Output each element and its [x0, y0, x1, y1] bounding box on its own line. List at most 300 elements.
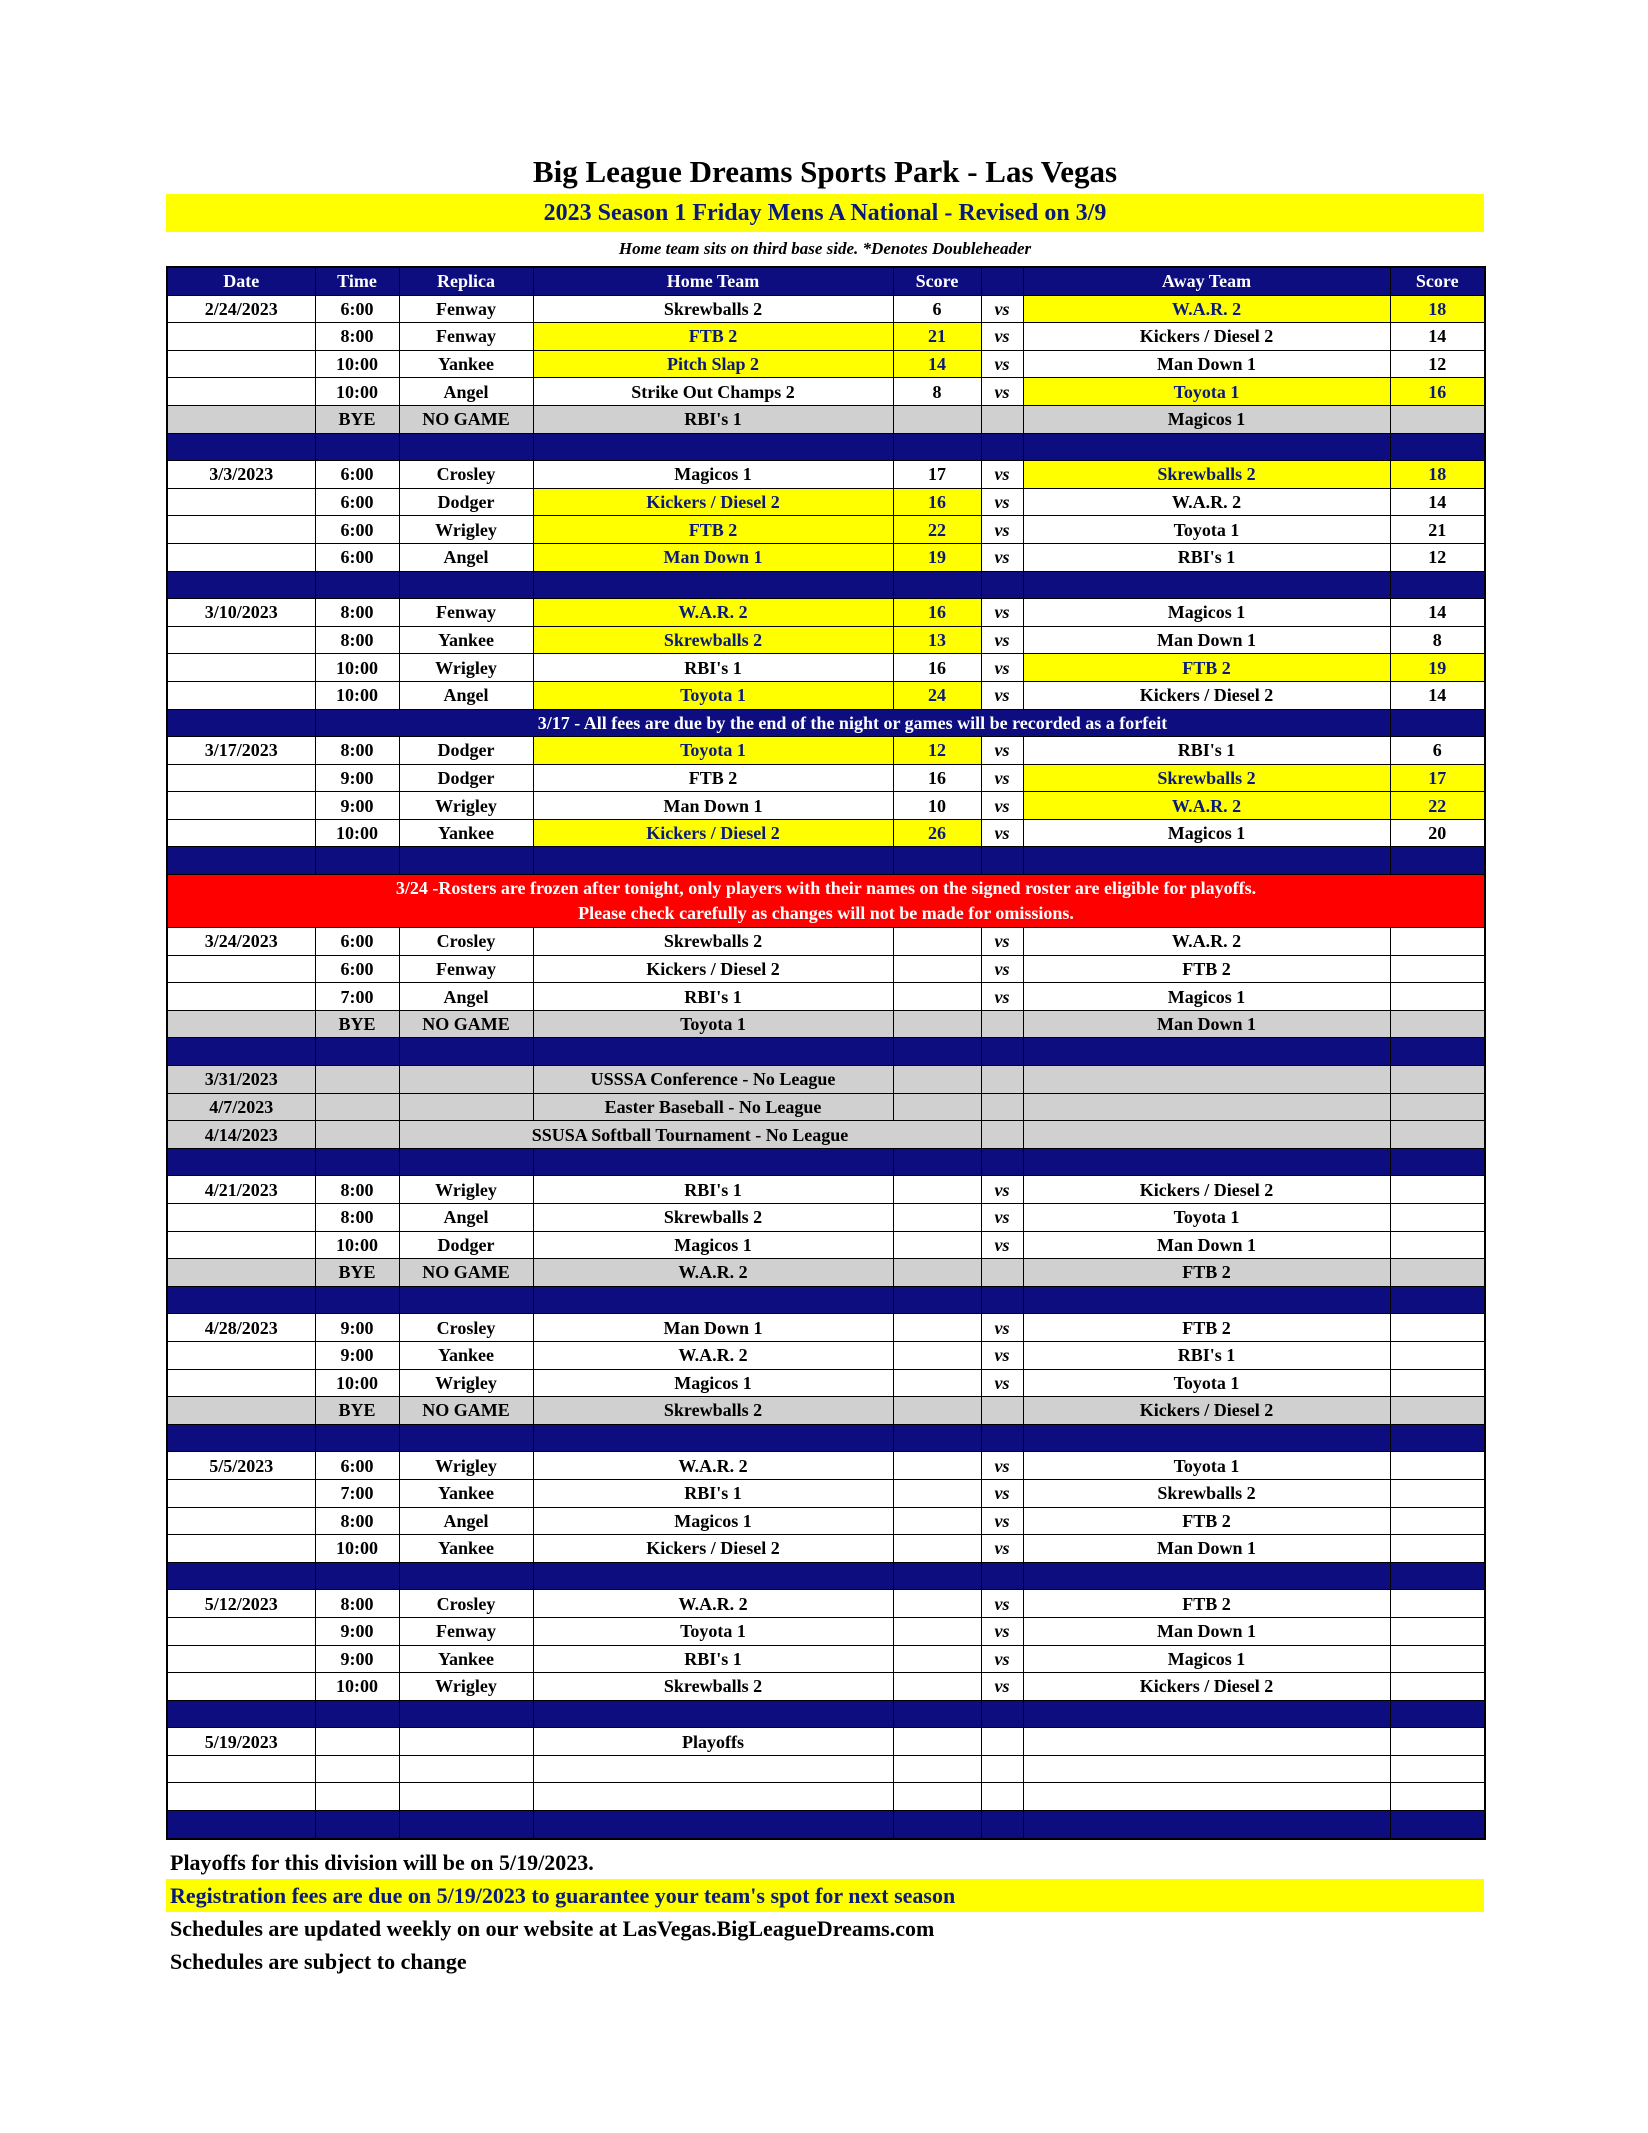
- time-cell: 6:00: [315, 543, 399, 571]
- home-team-cell: Skrewballs 2: [533, 295, 893, 323]
- away-score-cell: [1390, 1535, 1485, 1563]
- date-cell: [167, 350, 315, 378]
- vs-cell: vs: [981, 1204, 1023, 1232]
- home-team-cell: RBI's 1: [533, 654, 893, 682]
- separator-cell: [981, 1424, 1023, 1452]
- home-score-cell: [893, 1259, 981, 1287]
- time-cell: 6:00: [315, 928, 399, 956]
- date-cell: 4/21/2023: [167, 1176, 315, 1204]
- separator-cell: [981, 1148, 1023, 1176]
- vs-cell: [981, 1259, 1023, 1287]
- separator-cell: [399, 1562, 533, 1590]
- bye-row: [167, 1010, 1485, 1038]
- field-cell: Wrigley: [399, 1673, 533, 1701]
- vs-cell: vs: [981, 488, 1023, 516]
- away-team-cell: Magicos 1: [1023, 1645, 1390, 1673]
- game-row: [167, 543, 1485, 571]
- away-team-cell: RBI's 1: [1023, 543, 1390, 571]
- page-title: Big League Dreams Sports Park - Las Vegas: [532, 154, 1118, 189]
- date-cell: 4/7/2023: [167, 1093, 315, 1121]
- game-row: [167, 1673, 1485, 1701]
- time-cell: BYE: [315, 1259, 399, 1287]
- away-team-cell: [1023, 1093, 1390, 1121]
- blank-cell: [1023, 1755, 1390, 1783]
- time-cell: 8:00: [315, 1176, 399, 1204]
- separator-cell: [167, 571, 315, 599]
- home-score-cell: [893, 1452, 981, 1480]
- game-row: [167, 1176, 1485, 1204]
- separator-cell: [893, 571, 981, 599]
- separator-cell: [399, 1424, 533, 1452]
- away-team-cell: Kickers / Diesel 2: [1023, 323, 1390, 351]
- field-cell: Crosley: [399, 1314, 533, 1342]
- footer-notes: [166, 1846, 1484, 1978]
- separator-row: [167, 1424, 1485, 1452]
- game-row: [167, 350, 1485, 378]
- away-team-cell: Toyota 1: [1023, 516, 1390, 544]
- home-score-cell: 13: [893, 626, 981, 654]
- away-score-cell: [1390, 1479, 1485, 1507]
- game-row: [167, 1231, 1485, 1259]
- field-cell: Angel: [399, 983, 533, 1011]
- blank-cell: [1023, 1783, 1390, 1811]
- separator-cell: [981, 1811, 1023, 1839]
- home-score-cell: [893, 1010, 981, 1038]
- vs-cell: vs: [981, 1369, 1023, 1397]
- away-score-cell: 21: [1390, 516, 1485, 544]
- home-team-cell: Skrewballs 2: [533, 1204, 893, 1232]
- no-league-text: SSUSA Softball Tournament - No League: [399, 1121, 981, 1149]
- separator-cell: [893, 1700, 981, 1728]
- vs-cell: vs: [981, 1231, 1023, 1259]
- home-score-cell: [893, 1176, 981, 1204]
- field-cell: Angel: [399, 1204, 533, 1232]
- header-vs: [981, 267, 1023, 295]
- time-cell: 10:00: [315, 654, 399, 682]
- game-row: [167, 1479, 1485, 1507]
- bye-row: [167, 1259, 1485, 1287]
- separator-cell: [1390, 1148, 1485, 1176]
- no-league-row: [167, 1093, 1485, 1121]
- separator-cell: [315, 571, 399, 599]
- home-score-cell: 19: [893, 543, 981, 571]
- date-cell: [167, 819, 315, 847]
- bye-row: [167, 1397, 1485, 1425]
- separator-cell: [315, 1700, 399, 1728]
- roster-alert-line1: 3/24 -Rosters are frozen after tonight, only players with their names on the signed roster are eligible for playoffs.: [395, 878, 1257, 899]
- away-team-cell: Skrewballs 2: [1023, 764, 1390, 792]
- separator-row: [167, 1811, 1485, 1839]
- field-cell: Angel: [399, 1507, 533, 1535]
- date-cell: [167, 1397, 315, 1425]
- home-score-cell: [893, 1673, 981, 1701]
- vs-cell: vs: [981, 764, 1023, 792]
- separator-cell: [399, 433, 533, 461]
- time-cell: BYE: [315, 405, 399, 433]
- away-team-cell: Man Down 1: [1023, 1010, 1390, 1038]
- time-cell: 6:00: [315, 461, 399, 489]
- away-team-cell: Man Down 1: [1023, 1535, 1390, 1563]
- date-cell: 3/17/2023: [167, 737, 315, 765]
- vs-cell: [981, 1728, 1023, 1756]
- home-score-cell: 16: [893, 654, 981, 682]
- date-cell: [167, 764, 315, 792]
- vs-cell: vs: [981, 1341, 1023, 1369]
- away-team-cell: FTB 2: [1023, 1259, 1390, 1287]
- time-cell: 8:00: [315, 599, 399, 627]
- separator-cell: [1023, 1148, 1390, 1176]
- blank-cell: [399, 1783, 533, 1811]
- date-cell: [167, 1204, 315, 1232]
- field-cell: [399, 1093, 533, 1121]
- away-score-cell: 17: [1390, 764, 1485, 792]
- game-row: [167, 295, 1485, 323]
- game-row: [167, 819, 1485, 847]
- separator-cell: [315, 1811, 399, 1839]
- separator-cell: [399, 1148, 533, 1176]
- home-team-cell: Skrewballs 2: [533, 1397, 893, 1425]
- blank-cell: [1390, 1755, 1485, 1783]
- header-away-team: Away Team: [1023, 267, 1390, 295]
- home-score-cell: [893, 983, 981, 1011]
- away-team-cell: Man Down 1: [1023, 1617, 1390, 1645]
- home-score-cell: 16: [893, 488, 981, 516]
- away-score-cell: 16: [1390, 378, 1485, 406]
- separator-cell: [533, 1038, 893, 1066]
- separator-cell: [1390, 847, 1485, 875]
- separator-cell: [167, 1562, 315, 1590]
- fees-notice: 3/17 - All fees are due by the end of the night or games will be recorded as a forfeit: [315, 709, 1390, 737]
- header-away-score: Score: [1390, 267, 1485, 295]
- vs-cell: [981, 1093, 1023, 1121]
- game-row: [167, 488, 1485, 516]
- separator-cell: [1023, 1811, 1390, 1839]
- home-score-cell: 10: [893, 792, 981, 820]
- separator-cell: [1390, 433, 1485, 461]
- home-team-cell: W.A.R. 2: [533, 1259, 893, 1287]
- separator-cell: [315, 1038, 399, 1066]
- time-cell: 10:00: [315, 681, 399, 709]
- away-score-cell: [1390, 983, 1485, 1011]
- separator-row: [167, 433, 1485, 461]
- date-cell: [167, 1535, 315, 1563]
- vs-cell: vs: [981, 461, 1023, 489]
- away-score-cell: 19: [1390, 654, 1485, 682]
- home-team-cell: Toyota 1: [533, 737, 893, 765]
- away-team-cell: Man Down 1: [1023, 350, 1390, 378]
- home-team-cell: Skrewballs 2: [533, 626, 893, 654]
- field-cell: Yankee: [399, 350, 533, 378]
- away-score-cell: [1390, 1259, 1485, 1287]
- date-cell: 5/19/2023: [167, 1728, 315, 1756]
- date-cell: 3/3/2023: [167, 461, 315, 489]
- time-cell: [315, 1093, 399, 1121]
- field-cell: Dodger: [399, 1231, 533, 1259]
- vs-cell: [981, 1010, 1023, 1038]
- field-cell: Fenway: [399, 295, 533, 323]
- home-team-cell: RBI's 1: [533, 1176, 893, 1204]
- date-cell: [167, 1369, 315, 1397]
- date-cell: [167, 983, 315, 1011]
- separator-cell: [981, 1562, 1023, 1590]
- fees-notice-row: [167, 709, 1485, 737]
- separator-cell: [1023, 1562, 1390, 1590]
- vs-cell: vs: [981, 350, 1023, 378]
- separator-cell: [893, 433, 981, 461]
- field-cell: Fenway: [399, 599, 533, 627]
- separator-cell: [893, 1562, 981, 1590]
- blank-cell: [399, 1755, 533, 1783]
- separator-row: [167, 1286, 1485, 1314]
- blank-cell: [893, 1755, 981, 1783]
- home-team-cell: Pitch Slap 2: [533, 350, 893, 378]
- date-cell: [167, 1645, 315, 1673]
- separator-cell: [315, 433, 399, 461]
- away-score-cell: [1390, 1341, 1485, 1369]
- separator-cell: [1023, 847, 1390, 875]
- away-score-cell: [1390, 1204, 1485, 1232]
- time-cell: 10:00: [315, 1231, 399, 1259]
- vs-cell: vs: [981, 323, 1023, 351]
- away-team-cell: FTB 2: [1023, 654, 1390, 682]
- game-row: [167, 461, 1485, 489]
- no-league-text: USSSA Conference - No League: [533, 1066, 893, 1094]
- separator-cell: [1390, 1562, 1485, 1590]
- blank-cell: [533, 1755, 893, 1783]
- separator-cell: [167, 1286, 315, 1314]
- field-cell: Yankee: [399, 819, 533, 847]
- footer-website: Schedules are updated weekly on our website at LasVegas.BigLeagueDreams.com: [170, 1915, 935, 1941]
- notice-spacer: [167, 709, 315, 737]
- separator-row: [167, 1562, 1485, 1590]
- date-cell: 5/12/2023: [167, 1590, 315, 1618]
- field-cell: Wrigley: [399, 1452, 533, 1480]
- vs-cell: vs: [981, 1535, 1023, 1563]
- schedule-table: [166, 266, 1486, 1840]
- home-score-cell: 26: [893, 819, 981, 847]
- separator-row: [167, 1700, 1485, 1728]
- date-cell: [167, 1341, 315, 1369]
- separator-cell: [399, 1700, 533, 1728]
- home-score-cell: [893, 1617, 981, 1645]
- date-cell: [167, 681, 315, 709]
- away-score-cell: [1390, 1645, 1485, 1673]
- time-cell: BYE: [315, 1010, 399, 1038]
- vs-cell: vs: [981, 1673, 1023, 1701]
- time-cell: [315, 1066, 399, 1094]
- date-cell: 3/31/2023: [167, 1066, 315, 1094]
- footer-playoffs: Playoffs for this division will be on 5/19/2023.: [170, 1849, 594, 1875]
- time-cell: 9:00: [315, 792, 399, 820]
- blank-cell: [167, 1755, 315, 1783]
- game-row: [167, 626, 1485, 654]
- no-league-row: [167, 1121, 1485, 1149]
- time-cell: 9:00: [315, 1617, 399, 1645]
- time-cell: 8:00: [315, 737, 399, 765]
- separator-cell: [533, 847, 893, 875]
- separator-cell: [399, 1811, 533, 1839]
- home-team-cell: RBI's 1: [533, 1479, 893, 1507]
- away-team-cell: Kickers / Diesel 2: [1023, 1176, 1390, 1204]
- away-score-cell: 14: [1390, 599, 1485, 627]
- date-cell: [167, 654, 315, 682]
- time-cell: 9:00: [315, 1645, 399, 1673]
- game-row: [167, 983, 1485, 1011]
- away-team-cell: Man Down 1: [1023, 626, 1390, 654]
- blank-cell: [981, 1755, 1023, 1783]
- home-score-cell: [893, 1535, 981, 1563]
- home-score-cell: [893, 1341, 981, 1369]
- field-cell: Wrigley: [399, 792, 533, 820]
- home-score-cell: [893, 955, 981, 983]
- home-score-cell: [893, 1204, 981, 1232]
- field-cell: [399, 1728, 533, 1756]
- field-cell: Dodger: [399, 737, 533, 765]
- vs-cell: vs: [981, 1452, 1023, 1480]
- home-score-cell: 8: [893, 378, 981, 406]
- separator-cell: [1023, 433, 1390, 461]
- away-team-cell: Magicos 1: [1023, 599, 1390, 627]
- vs-cell: vs: [981, 378, 1023, 406]
- home-team-cell: Man Down 1: [533, 1314, 893, 1342]
- time-cell: 10:00: [315, 350, 399, 378]
- date-cell: [167, 378, 315, 406]
- vs-cell: vs: [981, 1617, 1023, 1645]
- time-cell: 7:00: [315, 1479, 399, 1507]
- blank-cell: [893, 1783, 981, 1811]
- separator-cell: [399, 1038, 533, 1066]
- separator-cell: [167, 1700, 315, 1728]
- date-cell: 2/24/2023: [167, 295, 315, 323]
- home-score-cell: 16: [893, 764, 981, 792]
- separator-cell: [533, 433, 893, 461]
- separator-cell: [981, 1038, 1023, 1066]
- home-team-cell: Magicos 1: [533, 1369, 893, 1397]
- roster-alert: [167, 875, 1485, 928]
- date-cell: [167, 488, 315, 516]
- away-score-cell: 6: [1390, 737, 1485, 765]
- date-cell: 5/5/2023: [167, 1452, 315, 1480]
- home-team-cell: RBI's 1: [533, 983, 893, 1011]
- away-team-cell: W.A.R. 2: [1023, 792, 1390, 820]
- away-team-cell: W.A.R. 2: [1023, 295, 1390, 323]
- away-score-cell: [1390, 1728, 1485, 1756]
- roster-alert-row: [167, 875, 1485, 928]
- vs-cell: vs: [981, 1590, 1023, 1618]
- vs-cell: vs: [981, 1479, 1023, 1507]
- vs-cell: [981, 1121, 1023, 1149]
- header-replica: Replica: [399, 267, 533, 295]
- header-time: Time: [315, 267, 399, 295]
- date-cell: 3/10/2023: [167, 599, 315, 627]
- field-cell: Yankee: [399, 1535, 533, 1563]
- game-row: [167, 737, 1485, 765]
- away-team-cell: [1023, 1728, 1390, 1756]
- field-cell: Fenway: [399, 955, 533, 983]
- separator-cell: [893, 1424, 981, 1452]
- blank-row: [167, 1755, 1485, 1783]
- time-cell: 9:00: [315, 1314, 399, 1342]
- field-cell: Crosley: [399, 461, 533, 489]
- blank-cell: [315, 1755, 399, 1783]
- separator-cell: [893, 1038, 981, 1066]
- away-team-cell: RBI's 1: [1023, 1341, 1390, 1369]
- home-score-cell: 12: [893, 737, 981, 765]
- separator-cell: [1390, 1811, 1485, 1839]
- vs-cell: vs: [981, 543, 1023, 571]
- home-score-cell: 17: [893, 461, 981, 489]
- away-team-cell: Magicos 1: [1023, 983, 1390, 1011]
- field-cell: Angel: [399, 681, 533, 709]
- home-team-cell: W.A.R. 2: [533, 1452, 893, 1480]
- home-score-cell: [893, 1231, 981, 1259]
- separator-cell: [533, 1700, 893, 1728]
- separator-row: [167, 847, 1485, 875]
- away-team-cell: Skrewballs 2: [1023, 461, 1390, 489]
- home-score-cell: 21: [893, 323, 981, 351]
- separator-cell: [315, 1148, 399, 1176]
- no-league-row: [167, 1066, 1485, 1094]
- separator-cell: [1023, 571, 1390, 599]
- home-score-cell: [893, 1397, 981, 1425]
- home-score-cell: 22: [893, 516, 981, 544]
- field-cell: Wrigley: [399, 516, 533, 544]
- vs-cell: vs: [981, 295, 1023, 323]
- away-score-cell: 12: [1390, 350, 1485, 378]
- time-cell: BYE: [315, 1397, 399, 1425]
- date-cell: [167, 1259, 315, 1287]
- home-score-cell: 14: [893, 350, 981, 378]
- time-cell: 6:00: [315, 295, 399, 323]
- home-score-cell: 6: [893, 295, 981, 323]
- away-team-cell: Toyota 1: [1023, 1452, 1390, 1480]
- away-team-cell: Kickers / Diesel 2: [1023, 1397, 1390, 1425]
- separator-row: [167, 1148, 1485, 1176]
- away-team-cell: Magicos 1: [1023, 405, 1390, 433]
- vs-cell: [981, 1066, 1023, 1094]
- away-team-cell: Kickers / Diesel 2: [1023, 681, 1390, 709]
- time-cell: 10:00: [315, 819, 399, 847]
- home-score-cell: [893, 928, 981, 956]
- blank-cell: [315, 1783, 399, 1811]
- game-row: [167, 599, 1485, 627]
- field-cell: NO GAME: [399, 1397, 533, 1425]
- separator-cell: [1390, 1286, 1485, 1314]
- roster-alert-line2: Please check carefully as changes will not be made for omissions.: [578, 903, 1074, 924]
- home-score-cell: [893, 1507, 981, 1535]
- home-team-cell: W.A.R. 2: [533, 599, 893, 627]
- field-cell: Yankee: [399, 1479, 533, 1507]
- home-score-cell: [893, 1479, 981, 1507]
- time-cell: 10:00: [315, 1673, 399, 1701]
- home-team-cell: Toyota 1: [533, 1617, 893, 1645]
- game-row: [167, 1341, 1485, 1369]
- away-team-cell: FTB 2: [1023, 1314, 1390, 1342]
- home-team-cell: Kickers / Diesel 2: [533, 819, 893, 847]
- away-team-cell: Toyota 1: [1023, 378, 1390, 406]
- time-cell: 9:00: [315, 1341, 399, 1369]
- vs-cell: [981, 405, 1023, 433]
- away-score-cell: 8: [1390, 626, 1485, 654]
- home-team-cell: Toyota 1: [533, 681, 893, 709]
- separator-cell: [1390, 1700, 1485, 1728]
- away-score-cell: [1390, 1507, 1485, 1535]
- vs-cell: vs: [981, 792, 1023, 820]
- date-cell: 4/14/2023: [167, 1121, 315, 1149]
- away-score-cell: [1390, 1397, 1485, 1425]
- away-score-cell: [1390, 1093, 1485, 1121]
- home-team-cell: Magicos 1: [533, 461, 893, 489]
